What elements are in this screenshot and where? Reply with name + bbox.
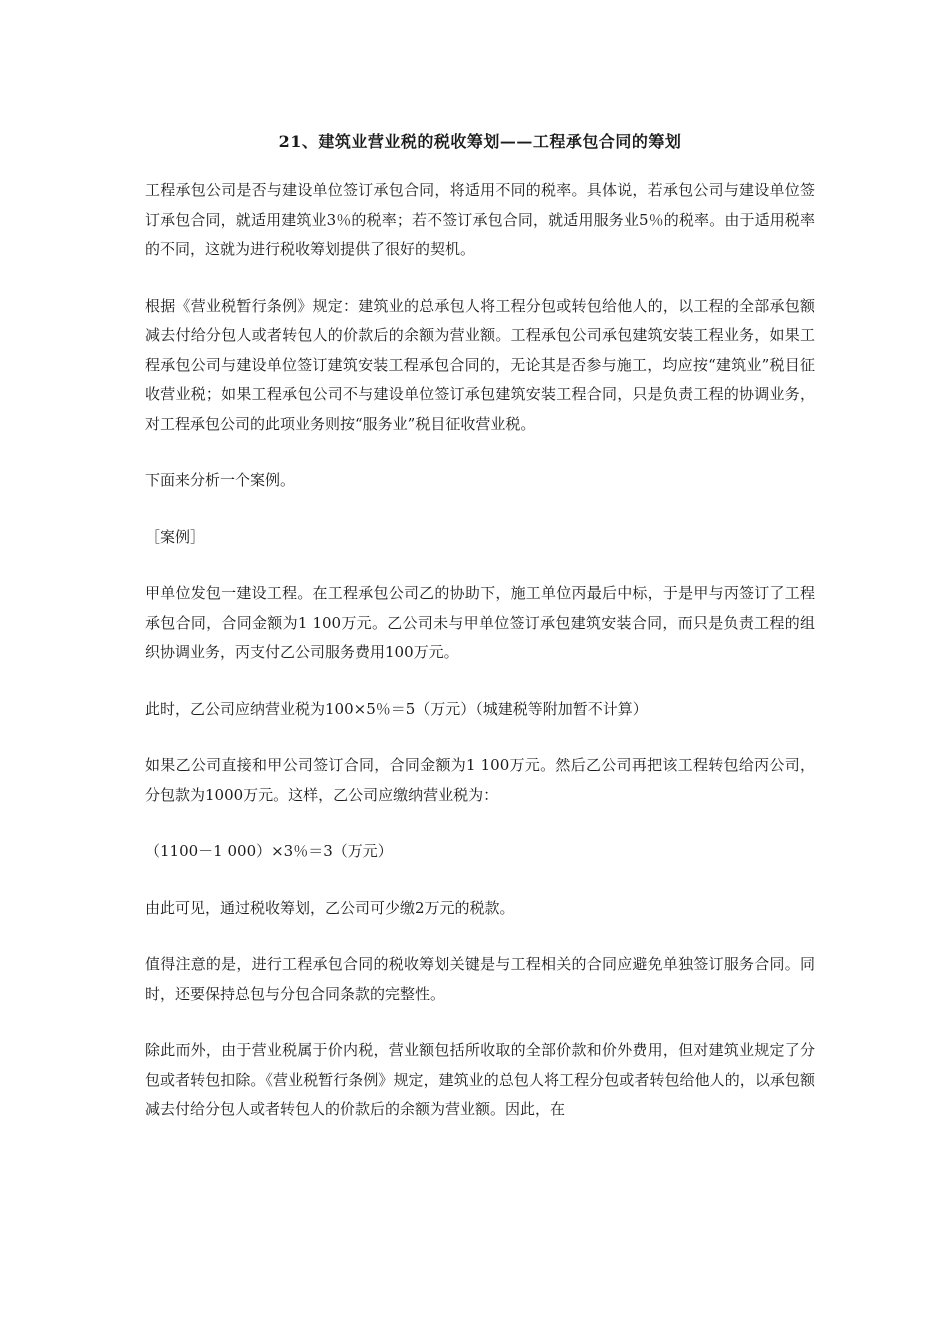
paragraph-direct-contract: 如果乙公司直接和甲公司签订合同，合同金额为1 100万元。然后乙公司再把该工程转包给丙公司，分包款为1000万元。这样，乙公司应缴纳营业税为：	[145, 756, 815, 804]
document-title: 21、建筑业营业税的税收筹划——工程承包合同的筹划	[278, 132, 682, 151]
paragraph-intro: 工程承包公司是否与建设单位签订承包合同，将适用不同的税率。具体说，若承包公司与建设单位签订承包合同，就适用建筑业3％的税率；若不签订承包合同，就适用服务业5％的税率。由于适用税率的不同，这就为进行税收筹划提供了很好的契机。	[145, 181, 815, 258]
paragraph-case-label: ［案例］	[145, 527, 206, 546]
paragraph-case-intro: 下面来分析一个案例。	[145, 471, 296, 489]
document-page	[145, 130, 815, 1152]
paragraph-additional: 除此而外，由于营业税属于价内税，营业额包括所收取的全部价款和价外费用，但对建筑业规定了分包或者转包扣除。《营业税暂行条例》规定，建筑业的总包人将工程分包或者转包给他人的，以承包额减去付给分包人或者转包人的价款后的余额为营业额。因此，在	[145, 1041, 815, 1118]
paragraph-note: 值得注意的是，进行工程承包合同的税收筹划关键是与工程相关的合同应避免单独签订服务合同。同时，还要保持总包与分包合同条款的完整性。	[145, 955, 815, 1003]
paragraph-case-description: 甲单位发包一建设工程。在工程承包公司乙的协助下，施工单位丙最后中标，于是甲与丙签订了工程承包合同，合同金额为1 100万元。乙公司未与甲单位签订承包建筑安装合同，而只是负责工程的组织协调业务，丙支付乙公司服务费用100万元。	[145, 584, 815, 661]
paragraph-regulation: 根据《营业税暂行条例》规定：建筑业的总承包人将工程分包或转包给他人的，以工程的全部承包额减去付给分包人或者转包人的价款后的余额为营业额。工程承包公司承包建筑安装工程业务，如果工程承包公司与建设单位签订建筑安装工程承包合同的，无论其是否参与施工，均应按“建筑业”税目征收营业税；如果工程承包公司不与建设单位签订承包建筑安装工程合同，只是负责工程的协调业务，对工程承包公司的此项业务则按“服务业”税目征收营业税。	[145, 296, 815, 433]
paragraph-tax-calc-service: 此时，乙公司应纳营业税为100×5％＝5（万元）（城建税等附加暂不计算）	[145, 699, 648, 718]
paragraph-tax-calc-construction: （1100－1 000）×3％＝3（万元）	[145, 842, 393, 860]
paragraph-conclusion: 由此可见，通过税收筹划，乙公司可少缴2万元的税款。	[145, 898, 515, 917]
